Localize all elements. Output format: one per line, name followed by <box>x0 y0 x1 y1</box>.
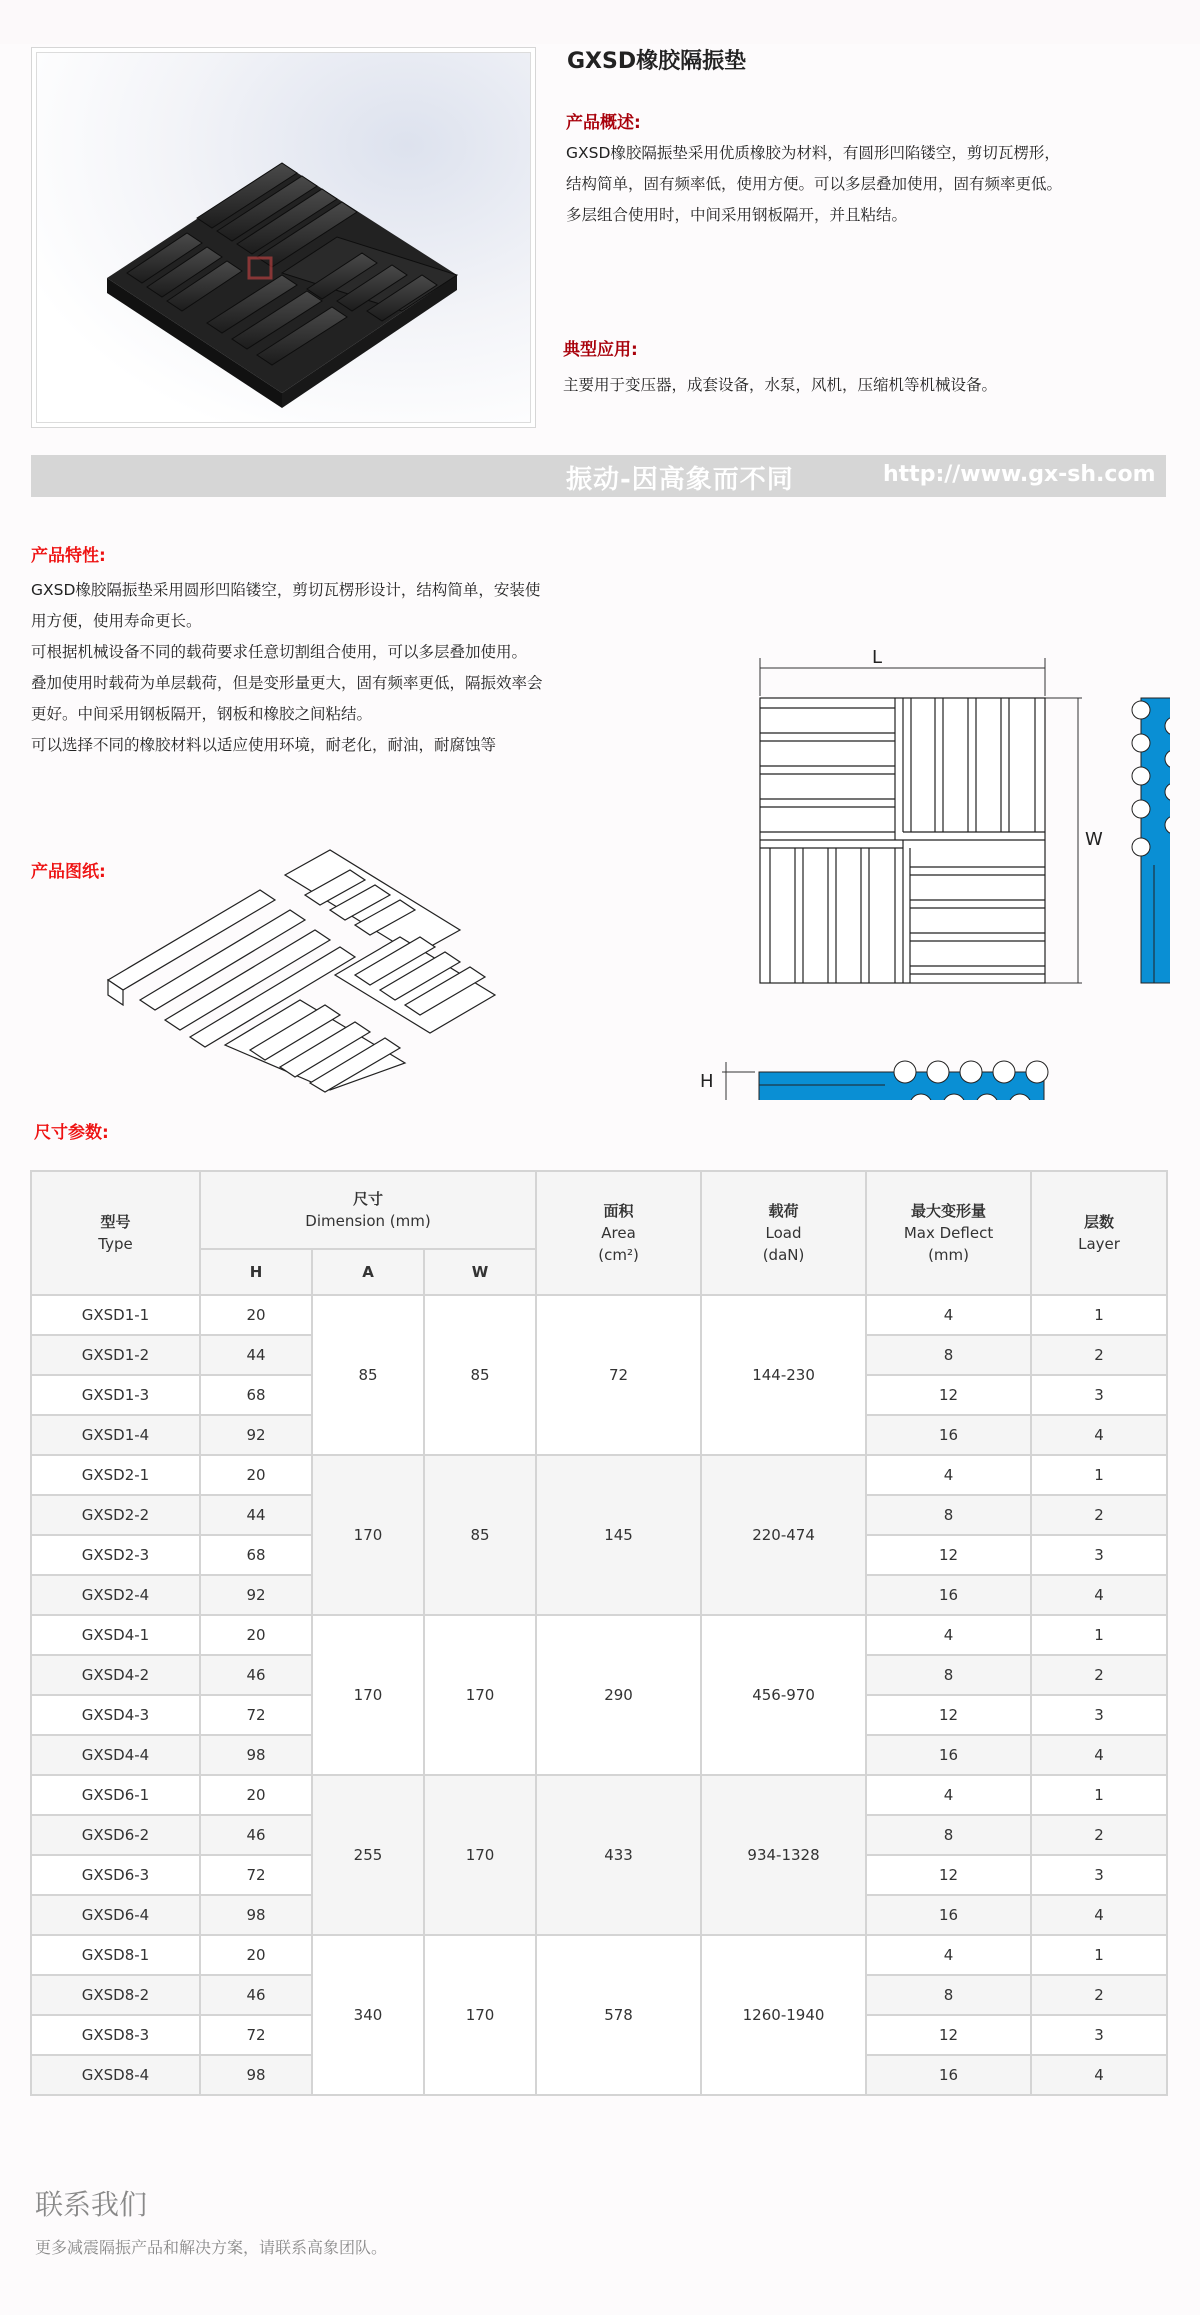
header-en: Dimension (mm) <box>305 1212 431 1230</box>
cell-max-deflect: 8 <box>866 1495 1031 1535</box>
cell-a: 340 <box>312 1935 424 2095</box>
isometric-drawing <box>100 845 520 1095</box>
cell-max-deflect: 4 <box>866 1295 1031 1335</box>
cell-type: GXSD1-2 <box>31 1335 200 1375</box>
col-header-layer <box>1031 1171 1167 1295</box>
cell-layer: 2 <box>1031 1815 1167 1855</box>
col-header-max-deflect <box>866 1171 1031 1295</box>
cell-layer: 1 <box>1031 1775 1167 1815</box>
features-line: GXSD橡胶隔振垫采用圆形凹陷镂空，剪切瓦楞形设计，结构简单，安装使 <box>31 581 541 599</box>
cell-layer: 3 <box>1031 1855 1167 1895</box>
product-title: GXSD橡胶隔振垫 <box>567 49 747 74</box>
header-unit: (cm²) <box>598 1246 639 1264</box>
cell-type: GXSD8-3 <box>31 2015 200 2055</box>
cell-w: 85 <box>424 1455 536 1615</box>
cell-area: 145 <box>536 1455 701 1615</box>
cell-type: GXSD1-4 <box>31 1415 200 1455</box>
cell-h: 46 <box>200 1655 312 1695</box>
header-en: Area <box>601 1224 636 1242</box>
col-header-type <box>31 1171 200 1295</box>
cell-area: 433 <box>536 1775 701 1935</box>
cell-type: GXSD2-3 <box>31 1535 200 1575</box>
overview-text <box>566 138 1062 231</box>
features-line: 可以选择不同的橡胶材料以适应使用环境，耐老化，耐油，耐腐蚀等 <box>31 736 497 754</box>
application-text: 主要用于变压器，成套设备，水泵，风机，压缩机等机械设备。 <box>563 376 998 394</box>
cell-max-deflect: 16 <box>866 2055 1031 2095</box>
table-row <box>31 1935 1167 1975</box>
cell-max-deflect: 4 <box>866 1615 1031 1655</box>
cell-area: 290 <box>536 1615 701 1775</box>
cell-max-deflect: 4 <box>866 1935 1031 1975</box>
col-header-w: W <box>424 1249 536 1295</box>
cell-h: 46 <box>200 1815 312 1855</box>
header-unit: (daN) <box>762 1246 805 1264</box>
table-row <box>31 1615 1167 1655</box>
cell-max-deflect: 4 <box>866 1775 1031 1815</box>
cell-max-deflect: 16 <box>866 1415 1031 1455</box>
contact-subtitle: 更多减震隔振产品和解决方案，请联系高象团队。 <box>35 2238 388 2257</box>
cell-h: 98 <box>200 1895 312 1935</box>
side-view <box>1132 698 1170 983</box>
col-header-load <box>701 1171 866 1295</box>
overview-line: 多层组合使用时，中间采用钢板隔开，并且粘结。 <box>566 206 908 224</box>
cell-layer: 4 <box>1031 1735 1167 1775</box>
cell-w: 170 <box>424 1935 536 2095</box>
cell-load: 220-474 <box>701 1455 866 1615</box>
cell-layer: 2 <box>1031 1495 1167 1535</box>
cell-layer: 3 <box>1031 2015 1167 2055</box>
cell-layer: 2 <box>1031 1975 1167 2015</box>
contact-title: 联系我们 <box>35 2188 148 2221</box>
cell-max-deflect: 4 <box>866 1455 1031 1495</box>
header-zh: 面积 <box>603 1202 634 1220</box>
cell-area: 72 <box>536 1295 701 1455</box>
table-row <box>31 1295 1167 1335</box>
col-header-h: H <box>200 1249 312 1295</box>
slogan-banner <box>31 455 1166 497</box>
cell-h: 68 <box>200 1535 312 1575</box>
cell-max-deflect: 12 <box>866 1695 1031 1735</box>
header-zh: 层数 <box>1084 1213 1115 1231</box>
cell-w: 85 <box>424 1295 536 1455</box>
cell-h: 72 <box>200 1855 312 1895</box>
col-header-area <box>536 1171 701 1295</box>
params-label: 尺寸参数: <box>34 1123 109 1143</box>
cell-type: GXSD1-3 <box>31 1375 200 1415</box>
cell-type: GXSD2-1 <box>31 1455 200 1495</box>
header-en: Max Deflect <box>903 1224 994 1242</box>
cell-max-deflect: 8 <box>866 1335 1031 1375</box>
cell-max-deflect: 12 <box>866 1855 1031 1895</box>
cell-max-deflect: 12 <box>866 1535 1031 1575</box>
cell-type: GXSD4-3 <box>31 1695 200 1735</box>
front-view <box>759 1061 1048 1100</box>
features-line: 更好。中间采用钢板隔开，钢板和橡胶之间粘结。 <box>31 705 373 723</box>
cell-a: 85 <box>312 1295 424 1455</box>
cell-type: GXSD4-2 <box>31 1655 200 1695</box>
cell-load: 1260-1940 <box>701 1935 866 2095</box>
header-zh: 尺寸 <box>353 1190 384 1208</box>
cell-h: 92 <box>200 1575 312 1615</box>
table-row <box>31 1775 1167 1815</box>
header-en: Load <box>765 1224 802 1242</box>
cell-load: 144-230 <box>701 1295 866 1455</box>
overview-line: 结构简单，固有频率低，使用方便。可以多层叠加使用，固有频率更低。 <box>566 175 1063 193</box>
cell-type: GXSD8-4 <box>31 2055 200 2095</box>
rubber-pad-render <box>37 53 531 423</box>
cell-h: 20 <box>200 1295 312 1335</box>
cell-h: 98 <box>200 1735 312 1775</box>
cell-a: 170 <box>312 1615 424 1775</box>
cell-area: 578 <box>536 1935 701 2095</box>
cell-h: 44 <box>200 1335 312 1375</box>
cell-layer: 3 <box>1031 1535 1167 1575</box>
cell-load: 934-1328 <box>701 1775 866 1935</box>
cell-layer: 2 <box>1031 1335 1167 1375</box>
features-text <box>31 575 651 761</box>
cell-layer: 1 <box>1031 1455 1167 1495</box>
cell-w: 170 <box>424 1775 536 1935</box>
cell-max-deflect: 8 <box>866 1815 1031 1855</box>
cell-max-deflect: 16 <box>866 1735 1031 1775</box>
product-photo <box>36 52 531 423</box>
header-zh: 最大变形量 <box>911 1202 987 1220</box>
cell-max-deflect: 16 <box>866 1575 1031 1615</box>
col-header-dimension <box>200 1171 536 1249</box>
table-header-row <box>31 1171 1167 1249</box>
header-zh: 型号 <box>100 1213 131 1231</box>
features-label: 产品特性: <box>31 546 106 566</box>
cell-h: 72 <box>200 1695 312 1735</box>
cell-layer: 4 <box>1031 2055 1167 2095</box>
cell-load: 456-970 <box>701 1615 866 1775</box>
cell-type: GXSD4-4 <box>31 1735 200 1775</box>
cell-type: GXSD1-1 <box>31 1295 200 1335</box>
plan-view <box>760 698 1045 983</box>
features-line: 用方便，使用寿命更长。 <box>31 612 202 630</box>
cell-layer: 3 <box>1031 1375 1167 1415</box>
cell-h: 92 <box>200 1415 312 1455</box>
cell-max-deflect: 12 <box>866 1375 1031 1415</box>
cell-max-deflect: 8 <box>866 1655 1031 1695</box>
cell-layer: 4 <box>1031 1415 1167 1455</box>
cell-h: 20 <box>200 1935 312 1975</box>
cell-type: GXSD6-3 <box>31 1855 200 1895</box>
dim-H-label: H <box>700 1071 714 1092</box>
cell-h: 98 <box>200 2055 312 2095</box>
cell-max-deflect: 16 <box>866 1895 1031 1935</box>
cell-layer: 3 <box>1031 1695 1167 1735</box>
spec-table <box>30 1170 1168 2096</box>
top-strip <box>0 0 1200 44</box>
cell-type: GXSD6-2 <box>31 1815 200 1855</box>
cell-layer: 4 <box>1031 1895 1167 1935</box>
cell-h: 20 <box>200 1455 312 1495</box>
banner-url-link[interactable]: http://www.gx-sh.com <box>883 462 1156 487</box>
cell-layer: 1 <box>1031 1935 1167 1975</box>
cell-h: 20 <box>200 1615 312 1655</box>
header-en: Type <box>98 1235 133 1253</box>
drawing-label: 产品图纸: <box>31 862 106 882</box>
cell-type: GXSD2-4 <box>31 1575 200 1615</box>
cell-type: GXSD6-1 <box>31 1775 200 1815</box>
header-en: Layer <box>1078 1235 1120 1253</box>
cell-max-deflect: 8 <box>866 1975 1031 2015</box>
cell-h: 46 <box>200 1975 312 2015</box>
cell-layer: 2 <box>1031 1655 1167 1695</box>
cell-a: 255 <box>312 1775 424 1935</box>
cell-h: 72 <box>200 2015 312 2055</box>
table-row <box>31 1455 1167 1495</box>
features-line: 叠加使用时载荷为单层载荷，但是变形量更大，固有频率更低，隔振效率会 <box>31 674 543 692</box>
product-photo-frame <box>31 47 536 428</box>
dim-W-label: W <box>1085 829 1103 850</box>
technical-drawing <box>700 640 1170 1100</box>
cell-h: 44 <box>200 1495 312 1535</box>
col-header-a: A <box>312 1249 424 1295</box>
dim-L-label: L <box>872 647 883 668</box>
cell-layer: 1 <box>1031 1615 1167 1655</box>
cell-layer: 1 <box>1031 1295 1167 1335</box>
cell-a: 170 <box>312 1455 424 1615</box>
cell-h: 20 <box>200 1775 312 1815</box>
cell-type: GXSD6-4 <box>31 1895 200 1935</box>
banner-slogan: 振动-因高象而不同 <box>566 465 794 495</box>
isometric-pad-outline <box>108 850 495 1092</box>
header-zh: 载荷 <box>768 1202 799 1220</box>
cell-type: GXSD2-2 <box>31 1495 200 1535</box>
overview-label: 产品概述: <box>566 113 641 133</box>
cell-type: GXSD8-2 <box>31 1975 200 2015</box>
cell-w: 170 <box>424 1615 536 1775</box>
application-label: 典型应用: <box>563 340 638 360</box>
header-unit: (mm) <box>928 1246 969 1264</box>
overview-line: GXSD橡胶隔振垫采用优质橡胶为材料，有圆形凹陷镂空，剪切瓦楞形， <box>566 144 1060 162</box>
cell-type: GXSD4-1 <box>31 1615 200 1655</box>
features-line: 可根据机械设备不同的载荷要求任意切割组合使用，可以多层叠加使用。 <box>31 643 528 661</box>
cell-type: GXSD8-1 <box>31 1935 200 1975</box>
cell-layer: 4 <box>1031 1575 1167 1615</box>
spec-table-body <box>31 1295 1167 2095</box>
cell-max-deflect: 12 <box>866 2015 1031 2055</box>
cell-h: 68 <box>200 1375 312 1415</box>
